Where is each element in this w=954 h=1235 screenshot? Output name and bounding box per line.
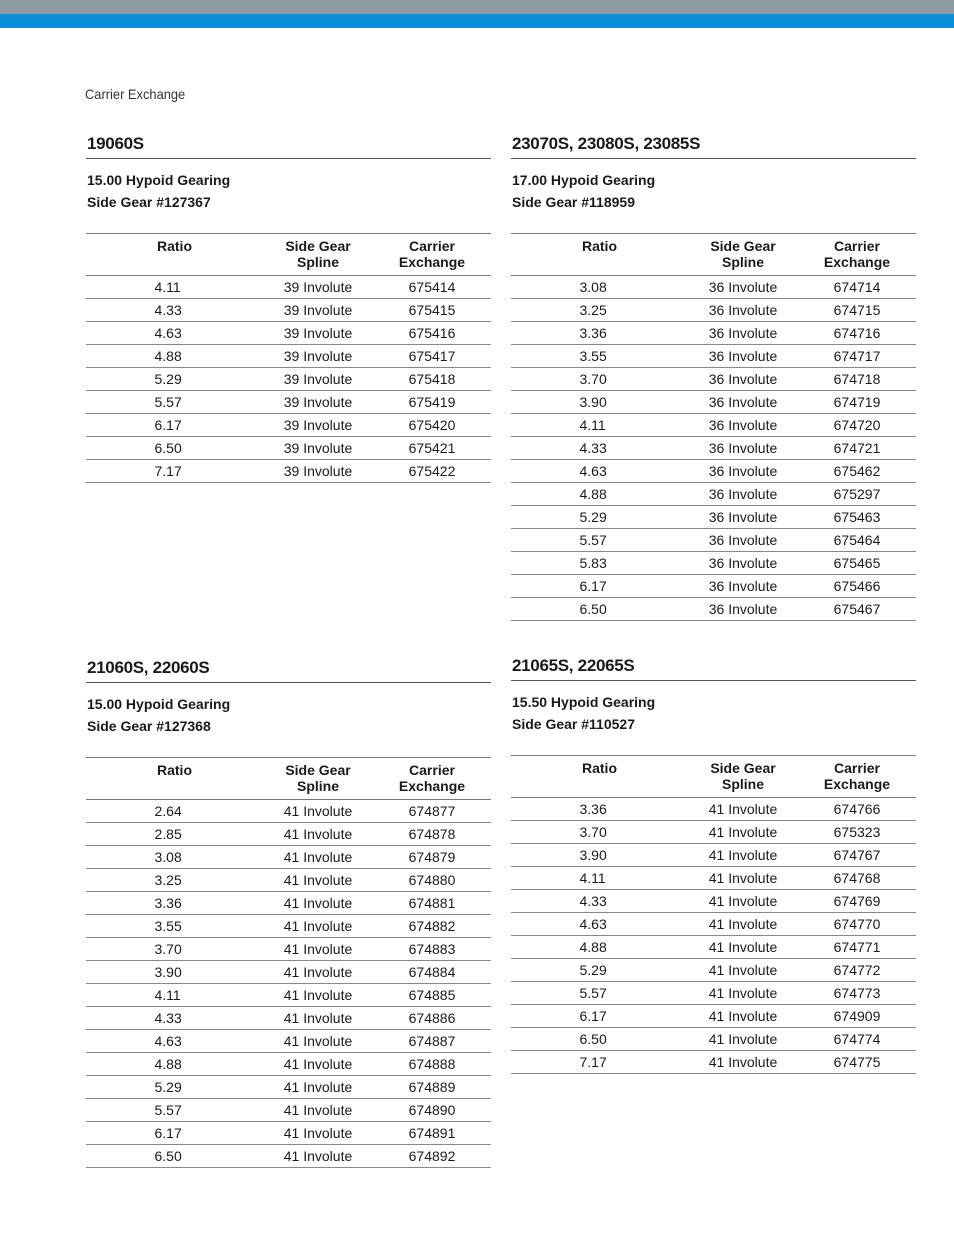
table-row [511,552,916,575]
table-row [86,984,491,1007]
spline-cell: 36 Involute [688,391,798,414]
table-row [511,959,916,982]
ratio-cell: 4.63 [511,460,688,483]
table-row [86,800,491,823]
column-header-ratio: Ratio [86,234,263,276]
ratio-cell: 4.63 [86,1030,263,1053]
side-gear-label: Side Gear #127367 [87,194,211,210]
table-row [511,575,916,598]
exchange-cell: 675422 [373,460,491,483]
table-row [511,322,916,345]
ratio-cell: 4.88 [511,483,688,506]
table-header-row [86,758,491,800]
exchange-cell: 674909 [798,1005,916,1028]
exchange-cell: 674775 [798,1051,916,1074]
exchange-cell: 674721 [798,437,916,460]
table-row [511,437,916,460]
table-row [511,1005,916,1028]
side-gear-label: Side Gear #110527 [512,716,635,732]
spline-cell: 36 Involute [688,299,798,322]
spline-cell: 41 Involute [688,936,798,959]
table-row [86,299,491,322]
exchange-cell: 675464 [798,529,916,552]
ratio-cell: 4.63 [86,322,263,345]
exchange-cell: 674773 [798,982,916,1005]
exchange-cell: 674889 [373,1076,491,1099]
spline-cell: 41 Involute [263,1076,373,1099]
ratio-cell: 5.29 [511,506,688,529]
exchange-cell: 674891 [373,1122,491,1145]
table-row [86,391,491,414]
exchange-cell: 675420 [373,414,491,437]
column-header-exchange: Carrier Exchange [798,234,916,276]
exchange-cell: 675297 [798,483,916,506]
spline-cell: 36 Involute [688,414,798,437]
table-row [511,821,916,844]
exchange-cell: 675467 [798,598,916,621]
spline-cell: 39 Involute [263,299,373,322]
spline-cell: 41 Involute [263,915,373,938]
exchange-cell: 674888 [373,1053,491,1076]
exchange-cell: 674879 [373,846,491,869]
table-row [511,414,916,437]
table-row [86,892,491,915]
exchange-cell: 674887 [373,1030,491,1053]
spline-cell: 39 Involute [263,414,373,437]
ratio-cell: 5.57 [86,1099,263,1122]
spline-cell: 36 Involute [688,460,798,483]
column-header-ratio: Ratio [511,234,688,276]
table-row [86,1076,491,1099]
table-row [511,460,916,483]
ratio-cell: 5.29 [511,959,688,982]
exchange-cell: 674774 [798,1028,916,1051]
table-row [511,598,916,621]
ratio-cell: 3.08 [86,846,263,869]
table-row [86,345,491,368]
ratio-cell: 6.50 [511,598,688,621]
header-band-blue [0,14,954,28]
ratio-cell: 6.17 [511,1005,688,1028]
spline-cell: 36 Involute [688,483,798,506]
table-row [86,869,491,892]
spline-cell: 41 Involute [688,1051,798,1074]
table-row [86,938,491,961]
ratio-cell: 3.90 [511,844,688,867]
exchange-cell: 674720 [798,414,916,437]
table-row [511,982,916,1005]
spline-cell: 41 Involute [688,959,798,982]
column-header-spline: Side Gear Spline [263,758,373,800]
exchange-cell: 674877 [373,800,491,823]
section-title: 21065S, 22065S [511,656,916,681]
table-row [511,1051,916,1074]
spline-cell: 41 Involute [688,1005,798,1028]
column-header-exchange: Carrier Exchange [798,756,916,798]
ratio-cell: 5.57 [511,982,688,1005]
table-header-row [511,756,916,798]
table-row [511,391,916,414]
ratio-cell: 4.33 [511,890,688,913]
exchange-cell: 675418 [373,368,491,391]
table-header-row [511,234,916,276]
table-row [86,276,491,299]
table-row [511,844,916,867]
table-row [86,823,491,846]
table-header-row [86,234,491,276]
spline-cell: 41 Involute [263,961,373,984]
spline-cell: 41 Involute [688,821,798,844]
ratio-cell: 3.36 [86,892,263,915]
exchange-cell: 674766 [798,798,916,821]
exchange-cell: 675465 [798,552,916,575]
spline-cell: 36 Involute [688,437,798,460]
spline-cell: 41 Involute [688,1028,798,1051]
spline-cell: 36 Involute [688,506,798,529]
spline-cell: 41 Involute [263,1122,373,1145]
ratio-cell: 4.33 [86,299,263,322]
spline-cell: 39 Involute [263,437,373,460]
table-row [86,846,491,869]
exchange-cell: 674714 [798,276,916,299]
table-row [511,890,916,913]
table-row [86,460,491,483]
table-row [86,322,491,345]
ratio-cell: 6.50 [511,1028,688,1051]
spline-cell: 41 Involute [688,798,798,821]
table-row [511,913,916,936]
ratio-cell: 4.11 [86,984,263,1007]
ratio-cell: 5.83 [511,552,688,575]
exchange-cell: 674885 [373,984,491,1007]
table-row [511,345,916,368]
gearing-label: 15.50 Hypoid Gearing [512,694,656,710]
carrier-table [511,755,916,1074]
ratio-cell: 3.36 [511,798,688,821]
table-row [86,1007,491,1030]
side-gear-label: Side Gear #118959 [512,194,635,210]
spline-cell: 39 Involute [263,368,373,391]
exchange-cell: 674882 [373,915,491,938]
column-header-exchange: Carrier Exchange [373,758,491,800]
ratio-cell: 6.17 [511,575,688,598]
ratio-cell: 4.88 [86,345,263,368]
ratio-cell: 4.11 [86,276,263,299]
ratio-cell: 6.50 [86,1145,263,1168]
spline-cell: 41 Involute [263,1145,373,1168]
table-row [511,483,916,506]
spline-cell: 36 Involute [688,529,798,552]
exchange-cell: 675463 [798,506,916,529]
table-row [86,961,491,984]
table-row [511,798,916,821]
exchange-cell: 675466 [798,575,916,598]
spline-cell: 41 Involute [688,890,798,913]
section-title: 23070S, 23080S, 23085S [511,134,916,159]
spline-cell: 36 Involute [688,598,798,621]
spline-cell: 41 Involute [688,982,798,1005]
spline-cell: 41 Involute [263,823,373,846]
table-row [86,1122,491,1145]
spline-cell: 36 Involute [688,322,798,345]
exchange-cell: 675462 [798,460,916,483]
exchange-cell: 675415 [373,299,491,322]
column-header-exchange: Carrier Exchange [373,234,491,276]
exchange-cell: 674715 [798,299,916,322]
ratio-cell: 3.70 [511,368,688,391]
column-header-spline: Side Gear Spline [688,756,798,798]
spline-cell: 36 Involute [688,368,798,391]
spline-cell: 41 Involute [688,844,798,867]
exchange-cell: 674883 [373,938,491,961]
column-header-ratio: Ratio [511,756,688,798]
exchange-cell: 675416 [373,322,491,345]
exchange-cell: 674719 [798,391,916,414]
ratio-cell: 6.17 [86,1122,263,1145]
exchange-cell: 674771 [798,936,916,959]
spline-cell: 36 Involute [688,575,798,598]
ratio-cell: 3.25 [511,299,688,322]
column-header-spline: Side Gear Spline [688,234,798,276]
exchange-cell: 674770 [798,913,916,936]
exchange-cell: 675323 [798,821,916,844]
spline-cell: 41 Involute [263,1099,373,1122]
exchange-cell: 674886 [373,1007,491,1030]
exchange-cell: 674881 [373,892,491,915]
exchange-cell: 674717 [798,345,916,368]
ratio-cell: 4.33 [86,1007,263,1030]
spline-cell: 41 Involute [263,869,373,892]
section-title: 19060S [86,134,491,159]
table-row [86,1030,491,1053]
ratio-cell: 4.11 [511,867,688,890]
table-row [86,1099,491,1122]
ratio-cell: 3.36 [511,322,688,345]
table-row [511,368,916,391]
table-row [86,414,491,437]
carrier-table [86,233,491,483]
exchange-cell: 674884 [373,961,491,984]
ratio-cell: 3.70 [511,821,688,844]
ratio-cell: 4.88 [86,1053,263,1076]
ratio-cell: 4.63 [511,913,688,936]
spline-cell: 39 Involute [263,276,373,299]
gearing-label: 15.00 Hypoid Gearing [87,172,231,188]
exchange-cell: 675414 [373,276,491,299]
spline-cell: 41 Involute [263,892,373,915]
ratio-cell: 2.64 [86,800,263,823]
exchange-cell: 674716 [798,322,916,345]
table-row [86,915,491,938]
ratio-cell: 6.17 [86,414,263,437]
exchange-cell: 674878 [373,823,491,846]
exchange-cell: 675417 [373,345,491,368]
section-23070s [511,134,916,621]
ratio-cell: 7.17 [86,460,263,483]
spline-cell: 41 Involute [263,846,373,869]
spline-cell: 41 Involute [263,1053,373,1076]
header-band-gray [0,0,954,14]
section-21060s [86,658,491,1168]
section-19060s [86,134,491,483]
exchange-cell: 674880 [373,869,491,892]
section-21065s [511,656,916,1074]
table-row [511,867,916,890]
table-row [511,276,916,299]
spline-cell: 39 Involute [263,391,373,414]
exchange-cell: 675421 [373,437,491,460]
spline-cell: 41 Involute [263,1007,373,1030]
spline-cell: 41 Involute [263,800,373,823]
spline-cell: 41 Involute [263,1030,373,1053]
spline-cell: 36 Involute [688,276,798,299]
exchange-cell: 674892 [373,1145,491,1168]
ratio-cell: 3.25 [86,869,263,892]
spline-cell: 41 Involute [688,913,798,936]
side-gear-label: Side Gear #127368 [87,718,211,734]
table-row [86,368,491,391]
carrier-table [511,233,916,621]
spline-cell: 41 Involute [688,867,798,890]
ratio-cell: 4.88 [511,936,688,959]
spline-cell: 41 Involute [263,984,373,1007]
table-row [86,437,491,460]
table-row [86,1145,491,1168]
gearing-label: 17.00 Hypoid Gearing [512,172,656,188]
table-row [86,1053,491,1076]
ratio-cell: 2.85 [86,823,263,846]
ratio-cell: 3.08 [511,276,688,299]
ratio-cell: 3.90 [511,391,688,414]
exchange-cell: 675419 [373,391,491,414]
table-row [511,1028,916,1051]
ratio-cell: 3.55 [511,345,688,368]
ratio-cell: 5.57 [511,529,688,552]
ratio-cell: 3.70 [86,938,263,961]
ratio-cell: 7.17 [511,1051,688,1074]
ratio-cell: 4.33 [511,437,688,460]
exchange-cell: 674890 [373,1099,491,1122]
ratio-cell: 6.50 [86,437,263,460]
ratio-cell: 5.29 [86,1076,263,1099]
spline-cell: 41 Involute [263,938,373,961]
table-row [511,506,916,529]
exchange-cell: 674772 [798,959,916,982]
exchange-cell: 674769 [798,890,916,913]
table-row [511,529,916,552]
ratio-cell: 5.57 [86,391,263,414]
exchange-cell: 674767 [798,844,916,867]
page-label: Carrier Exchange [85,86,186,102]
spline-cell: 39 Involute [263,345,373,368]
exchange-cell: 674768 [798,867,916,890]
spline-cell: 36 Involute [688,552,798,575]
spline-cell: 39 Involute [263,322,373,345]
spline-cell: 36 Involute [688,345,798,368]
exchange-cell: 674718 [798,368,916,391]
gearing-label: 15.00 Hypoid Gearing [87,696,231,712]
ratio-cell: 5.29 [86,368,263,391]
column-header-spline: Side Gear Spline [263,234,373,276]
column-header-ratio: Ratio [86,758,263,800]
ratio-cell: 4.11 [511,414,688,437]
spline-cell: 39 Involute [263,460,373,483]
section-title: 21060S, 22060S [86,658,491,683]
carrier-table [86,757,491,1168]
table-row [511,936,916,959]
ratio-cell: 3.55 [86,915,263,938]
table-row [511,299,916,322]
ratio-cell: 3.90 [86,961,263,984]
